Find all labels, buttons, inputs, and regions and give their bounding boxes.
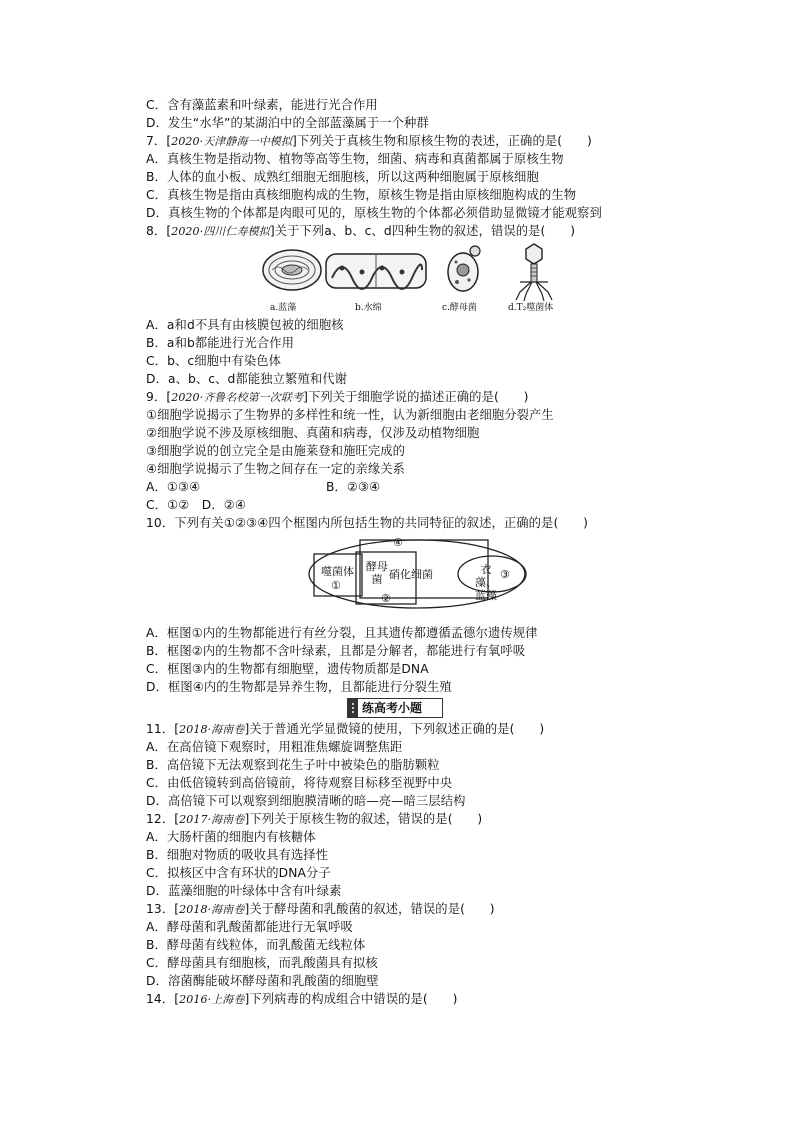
- q13-option-b: B．酵母菌有线粒体，而乳酸菌无线粒体: [146, 938, 366, 952]
- question-9-stem: 9．[2020·齐鲁名校第一次联考]下列关于细胞学说的描述正确的是( ): [146, 390, 529, 404]
- q7-option-a: A．真核生物是指动物、植物等高等生物，细菌、病毒和真菌都属于原核生物: [146, 152, 564, 166]
- figure-label-c: c.酵母菌: [442, 303, 477, 313]
- q11-source: 2018·海南卷: [179, 723, 245, 736]
- spirogyra-illustration: [326, 254, 426, 289]
- banner-dots-icon: [348, 699, 358, 717]
- q13-option-d: D．溶菌酶能破坏酵母菌和乳酸菌的细胞壁: [146, 974, 379, 988]
- q9-statement-4: ④细胞学说揭示了生物之间存在一定的亲缘关系: [146, 462, 406, 476]
- figure-label-d: d.T₂噬菌体: [508, 303, 554, 313]
- question-11-stem: 11．[2018·海南卷]关于普通光学显微镜的使用，下列叙述正确的是( ): [146, 722, 545, 736]
- question-12-stem: 12．[2017·海南卷]下列关于原核生物的叙述，错误的是( ): [146, 812, 483, 826]
- figure-label-a: a.蓝藻: [270, 303, 297, 313]
- q12-option-c: C．拟核区中含有环状的DNA分子: [146, 866, 331, 880]
- question-8-stem: 8．[2020·四川仁寿模拟]关于下列a、b、c、d四种生物的叙述，错误的是( ): [146, 224, 576, 238]
- venn-label-yeast: 酵母菌: [366, 560, 388, 586]
- question-14-stem: 14．[2016·上海卷]下列病毒的构成组合中错误的是( ): [146, 992, 458, 1006]
- q14-source: 2016·上海卷: [179, 993, 245, 1006]
- q7-option-b: B．人体的血小板、成熟红细胞无细胞核，所以这两种细胞属于原核细胞: [146, 170, 539, 184]
- q8-option-d: D．a、b、c、d都能独立繁殖和代谢: [146, 372, 348, 386]
- q12-option-b: B．细胞对物质的吸收具有选择性: [146, 848, 329, 862]
- question-13-stem: 13．[2018·海南卷]关于酵母菌和乳酸菌的叙述，错误的是( ): [146, 902, 495, 916]
- t2-phage-illustration: [516, 244, 552, 301]
- venn-number-4: ④: [393, 536, 403, 549]
- venn-number-2: ②: [381, 592, 391, 605]
- q13-source: 2018·海南卷: [179, 903, 245, 916]
- section-banner: [347, 698, 443, 718]
- q8-option-c: C．b、c细胞中有染色体: [146, 354, 282, 368]
- q9-options-c-d: C．①② D．②④: [146, 498, 246, 512]
- venn-label-algae: 衣藻、蓝藻: [475, 563, 497, 602]
- q8-option-a: A．a和d不具有由核膜包被的细胞核: [146, 318, 344, 332]
- q12-option-a: A．大肠杆菌的细胞内有核糖体: [146, 830, 316, 844]
- q11-option-a: A．在高倍镜下观察时，用粗准焦螺旋调整焦距: [146, 740, 403, 754]
- q10-option-d: D．框图④内的生物都是异养生物，且都能进行分裂生殖: [146, 680, 452, 694]
- q10-option-a: A．框图①内的生物都能进行有丝分裂，且其遗传都遵循孟德尔遗传规律: [146, 626, 538, 640]
- q11-option-c: C．由低倍镜转到高倍镜前，将待观察目标移至视野中央: [146, 776, 453, 790]
- section-title: 练高考小题: [362, 701, 423, 715]
- venn-number-1: ①: [331, 579, 341, 592]
- q6-option-c: C．含有藻蓝素和叶绿素，能进行光合作用: [146, 98, 378, 112]
- q9-statement-1: ①细胞学说揭示了生物界的多样性和统一性，认为新细胞由老细胞分裂产生: [146, 408, 554, 422]
- q7-option-d: D．真核生物的个体都是肉眼可见的，原核生物的个体都必须借助显微镜才能观察到: [146, 206, 602, 220]
- q7-source: 2020·天津静海一中模拟: [171, 135, 293, 148]
- q9-statement-3: ③细胞学说的创立完全是由施莱登和施旺完成的: [146, 444, 406, 458]
- venn-number-3: ③: [500, 568, 510, 581]
- q10-option-b: B．框图②内的生物都不含叶绿素，且都是分解者，都能进行有氧呼吸: [146, 644, 526, 658]
- q9-statement-2: ②细胞学说不涉及原核细胞、真菌和病毒，仅涉及动植物细胞: [146, 426, 480, 440]
- q10-option-c: C．框图③内的生物都有细胞壁，遗传物质都是DNA: [146, 662, 429, 676]
- q7-option-c: C．真核生物是指由真核细胞构成的生物，原核生物是指由原核细胞构成的生物: [146, 188, 577, 202]
- question-7-stem: 7．[2020·天津静海一中模拟]下列关于真核生物和原核生物的表述，正确的是( ): [146, 134, 592, 148]
- q9-option-b: B．②③④: [326, 480, 381, 494]
- q8-option-b: B．a和b都能进行光合作用: [146, 336, 295, 350]
- q12-option-d: D．蓝藻细胞的叶绿体中含有叶绿素: [146, 884, 342, 898]
- q9-source: 2020·齐鲁名校第一次联考: [171, 391, 304, 404]
- yeast-illustration: [448, 246, 480, 291]
- q11-option-b: B．高倍镜下无法观察到花生子叶中被染色的脂肪颗粒: [146, 758, 440, 772]
- cyanobacteria-illustration: [263, 250, 321, 290]
- q13-option-a: A．酵母菌和乳酸菌都能进行无氧呼吸: [146, 920, 353, 934]
- question-10-stem: 10．下列有关①②③④四个框图内所包括生物的共同特征的叙述，正确的是( ): [146, 516, 589, 530]
- q9-option-a: A．①③④: [146, 480, 201, 494]
- figure-label-b: b.水绵: [355, 303, 382, 313]
- venn-label-nitrifying: 硝化细菌: [389, 568, 433, 581]
- q13-option-c: C．酵母菌具有细胞核，而乳酸菌具有拟核: [146, 956, 378, 970]
- q11-option-d: D．高倍镜下可以观察到细胞膜清晰的暗—亮—暗三层结构: [146, 794, 466, 808]
- q8-source: 2020·四川仁寿模拟: [171, 225, 270, 238]
- q12-source: 2017·海南卷: [179, 813, 245, 826]
- q6-option-d: D．发生“水华”的某湖泊中的全部蓝藻属于一个种群: [146, 116, 429, 130]
- venn-label-phage: 噬菌体: [321, 565, 354, 578]
